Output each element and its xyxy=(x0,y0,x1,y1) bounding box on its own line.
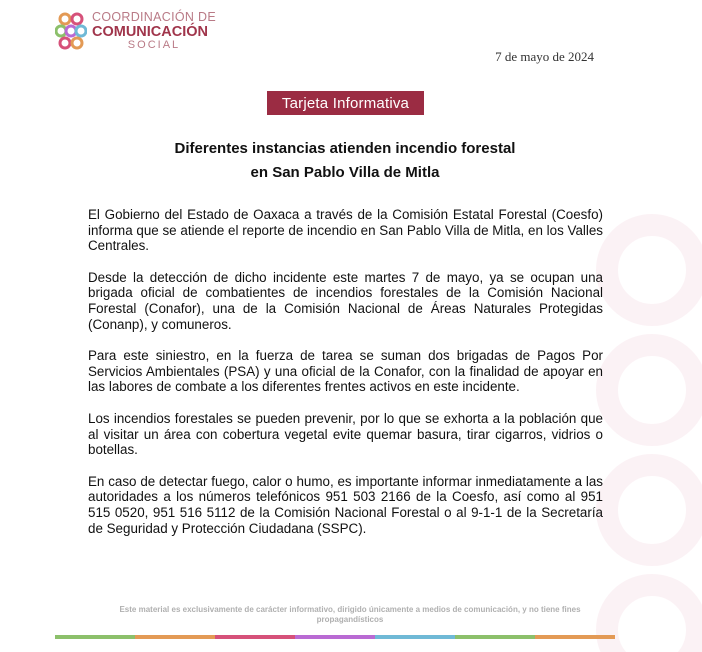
footer-color-stripe xyxy=(55,635,615,639)
document-body xyxy=(88,207,603,552)
logo-flower-icon xyxy=(55,10,87,52)
body-paragraph: Desde la detección de dicho incidente este martes 7 de mayo, ya se ocupan una brigada oficial de combatientes de incendios forestales de la Comisión Nacional Forestal (Conafor), una de la Comisión Nacional de Áreas Naturales Protegidas (Conanp), y comuneros. xyxy=(88,269,603,332)
stripe-segment xyxy=(55,635,135,639)
stripe-segment xyxy=(535,635,615,639)
document-date: 7 de mayo de 2024 xyxy=(495,49,594,64)
stripe-segment xyxy=(295,635,375,639)
footer-disclaimer-line1: Este material es exclusivamente de carácter informativo, dirigido únicamente a medios de comunicación, y no tiene fines xyxy=(119,605,581,614)
footer-disclaimer xyxy=(80,605,620,625)
body-paragraph: Para este siniestro, en la fuerza de tarea se suman dos brigadas de Pagos Por Servicios Ambientales (PSA) y una oficial de la Conafor, con la finalidad de apoyar en las labores de combate a los diferentes frentes activos en este incidente. xyxy=(88,348,603,395)
title-line1: Diferentes instancias atienden incendio forestal xyxy=(174,140,516,157)
stripe-segment xyxy=(215,635,295,639)
body-paragraph: El Gobierno del Estado de Oaxaca a través de la Comisión Estatal Forestal (Coesfo) informa que se atiende el reporte de incendio en San Pablo Villa de Mitla, en los Valles Centrales. xyxy=(88,207,603,254)
logo-line3: SOCIAL xyxy=(127,39,181,51)
title-line2: en San Pablo Villa de Mitla xyxy=(250,164,440,181)
body-paragraph: Los incendios forestales se pueden prevenir, por lo que se exhorta a la población que al visitar un área con cobertura vegetal evite quemar basura, tirar cigarros, vidrios o botellas. xyxy=(88,410,603,458)
stripe-segment xyxy=(455,635,535,639)
tarjeta-informativa-badge: Tarjeta Informativa xyxy=(267,91,424,115)
stripe-segment xyxy=(135,635,215,639)
logo-wordmark xyxy=(92,11,216,51)
footer-disclaimer-line2: propagandísticos xyxy=(316,615,384,624)
stripe-segment xyxy=(375,635,455,639)
body-paragraph: En caso de detectar fuego, calor o humo, es importante informar inmediatamente a las autoridades a los números telefónicos 951 503 2166 de la Coesfo, así como al 951 515 0520, 951 516 5112 de la Comisión Nacional Forestal o al 9-1-1 de la Secretaría de Seguridad y Protección Ciudadana (SSPC). xyxy=(88,473,603,536)
logo-line2: COMUNICACIÓN xyxy=(92,23,208,40)
logo-line1: COORDINACIÓN DE xyxy=(92,10,216,24)
document-title xyxy=(88,137,602,185)
coordinacion-logo xyxy=(55,10,216,52)
